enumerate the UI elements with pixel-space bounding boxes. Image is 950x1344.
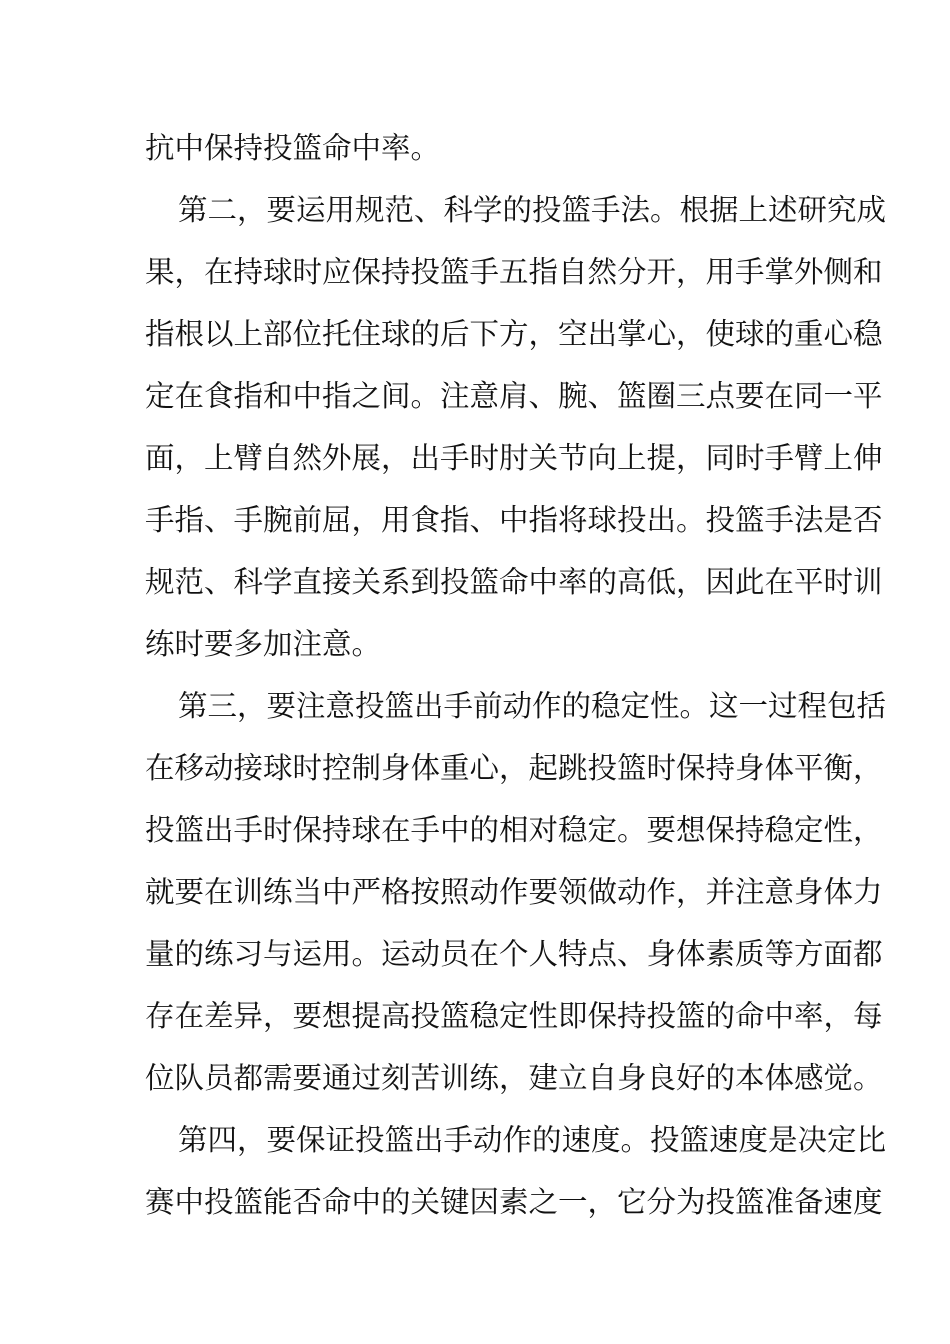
text-line: 果，在持球时应保持投篮手五指自然分开，用手掌外侧和 (145, 255, 883, 289)
paragraph-2-line-1: 第二，要运用规范、科学的投篮手法。根据上述研究成 (178, 193, 887, 227)
text-line: 抗中保持投篮命中率。 (145, 131, 441, 165)
text-line: 存在差异，要想提高投篮稳定性即保持投篮的命中率，每 (145, 999, 883, 1033)
text-line: 练时要多加注意。 (145, 627, 382, 661)
text-line: 量的练习与运用。运动员在个人特点、身体素质等方面都 (145, 937, 883, 971)
paragraph-3-line-1: 第三，要注意投篮出手前动作的稳定性。这一过程包括 (178, 689, 887, 723)
text-line: 位队员都需要通过刻苦训练，建立自身良好的本体感觉。 (145, 1061, 883, 1095)
text-line: 手指、手腕前屈，用食指、中指将球投出。投篮手法是否 (145, 503, 883, 537)
text-line: 赛中投篮能否命中的关键因素之一，它分为投篮准备速度 (145, 1185, 883, 1219)
text-line: 指根以上部位托住球的后下方，空出掌心，使球的重心稳 (145, 317, 883, 351)
text-line: 面，上臂自然外展，出手时肘关节向上提，同时手臂上伸 (145, 441, 883, 475)
paragraph-4-line-1: 第四，要保证投篮出手动作的速度。投篮速度是决定比 (178, 1123, 887, 1157)
text-line: 定在食指和中指之间。注意肩、腕、篮圈三点要在同一平 (145, 379, 883, 413)
text-line: 在移动接球时控制身体重心，起跳投篮时保持身体平衡， (145, 751, 883, 785)
text-line: 规范、科学直接关系到投篮命中率的高低，因此在平时训 (145, 565, 883, 599)
text-line: 投篮出手时保持球在手中的相对稳定。要想保持稳定性， (145, 813, 883, 847)
text-line: 就要在训练当中严格按照动作要领做动作，并注意身体力 (145, 875, 883, 909)
